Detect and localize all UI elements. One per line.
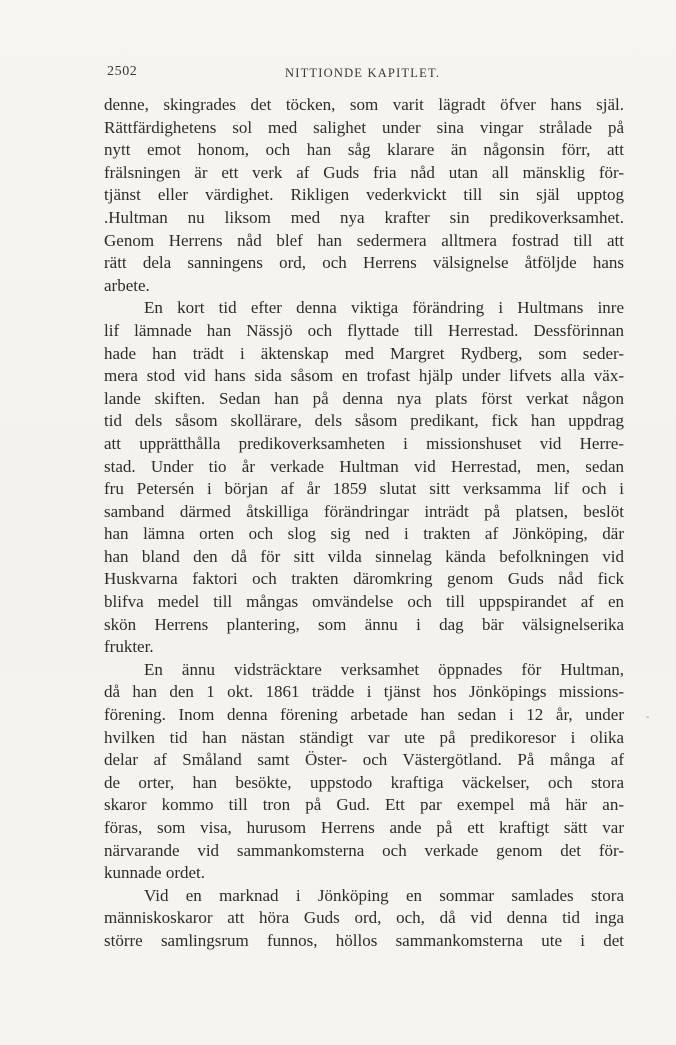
- text-line: han bland den då för sitt vilda sinnelag kända befolkningen vid: [104, 546, 624, 566]
- text-line: blifva medel till mångas omvändelse och till uppspirandet af en: [104, 592, 624, 612]
- page-number: 2502: [107, 64, 138, 79]
- text-line: föras, som visa, hurusom Herrens ande på ett kraftigt sätt var: [104, 818, 624, 837]
- text-line: frukter.: [104, 637, 154, 657]
- text-line: frälsningen är ett verk af Guds fria nåd utan all mänsklig för-: [104, 162, 624, 182]
- text-line: skaror kommo till tron på Gud. Ett par exempel må här an-: [104, 795, 624, 815]
- margin-mark: -: [646, 712, 650, 723]
- text-line: hade han trädt i äktenskap med Margret Rydberg, som seder-: [104, 343, 624, 363]
- text-line: tid dels såsom skollärare, dels såsom predikant, fick han uppdrag: [104, 411, 624, 431]
- text-line: att upprätthålla predikoverksamheten i missionshuset vid Herre-: [104, 433, 624, 453]
- text-line: lande skiften. Sedan han på denna nya plats först verkat någon: [104, 388, 624, 408]
- text-line: lif lämnade han Nässjö och flyttade till Herrestad. Dessförinnan: [104, 320, 624, 340]
- text-line: mera stod vid hans sida såsom en trofast hjälp under lifvets alla väx-: [104, 366, 624, 386]
- text-line: .Hultman nu liksom med nya krafter sin predikoverksamhet.: [104, 207, 624, 227]
- text-line: förening. Inom denna förening arbetade han sedan i 12 år, under: [104, 705, 624, 725]
- text-line: Huskvarna faktori och trakten däromkring genom Guds nåd fick: [104, 569, 624, 589]
- text-line: stad. Under tio år verkade Hultman vid Herrestad, men, sedan: [104, 456, 624, 476]
- text-line: människoskaror att höra Guds ord, och, då vid denna tid inga: [104, 908, 624, 928]
- text-line: då han den 1 okt. 1861 trädde i tjänst hos Jönköpings missions-: [104, 682, 624, 702]
- text-line: skön Herrens plantering, som ännu i dag bär välsignelserika: [104, 614, 624, 634]
- text-line: Genom Herrens nåd blef han sedermera alltmera fostrad till att: [104, 230, 624, 250]
- text-line: Rättfärdighetens sol med salighet under sina vingar strålade på: [104, 117, 624, 137]
- text-line: arbete.: [104, 275, 150, 295]
- text-line: En kort tid efter denna viktiga förändring i Hultmans inre: [144, 298, 624, 318]
- text-line: nytt emot honom, och han såg klarare än någonsin förr, att: [104, 140, 624, 160]
- text-line: tjänst eller värdighet. Rikligen vederkvickt till sin själ upptog: [104, 185, 624, 205]
- text-line: samband därmed åtskilliga förändringar inträdt på platsen, beslöt: [104, 501, 624, 521]
- running-title: NITTIONDE KAPITLET.: [285, 66, 441, 80]
- text-line: han lämna orten och slog sig ned i trakten af Jönköping, där: [104, 524, 624, 544]
- text-line: denne, skingrades det töcken, som varit lägradt öfver hans själ.: [104, 95, 624, 114]
- text-line: fru Petersén i början af år 1859 slutat sitt verksamma lif och i: [104, 479, 624, 499]
- text-line: de orter, han besökte, uppstodo kraftiga väckelser, och stora: [104, 772, 624, 792]
- body-text: [104, 94, 624, 953]
- text-line: större samlingsrum funnos, höllos sammankomsterna ute i det: [104, 930, 624, 950]
- text-line: delar af Småland samt Öster- och Västergötland. På många af: [104, 750, 624, 770]
- text-line: hvilken tid han nästan ständigt var ute på predikoresor i olika: [104, 727, 624, 747]
- page-header: [107, 64, 623, 86]
- text-line: rätt dela sanningens ord, och Herrens välsignelse åtföljde hans: [104, 253, 624, 273]
- text-line: närvarande vid sammankomsterna och verkade genom det för-: [104, 840, 624, 860]
- text-line: En ännu vidsträcktare verksamhet öppnades för Hultman,: [144, 659, 624, 679]
- text-line: kunnade ordet.: [104, 863, 206, 883]
- text-line: Vid en marknad i Jönköping en sommar samlades stora: [144, 885, 624, 905]
